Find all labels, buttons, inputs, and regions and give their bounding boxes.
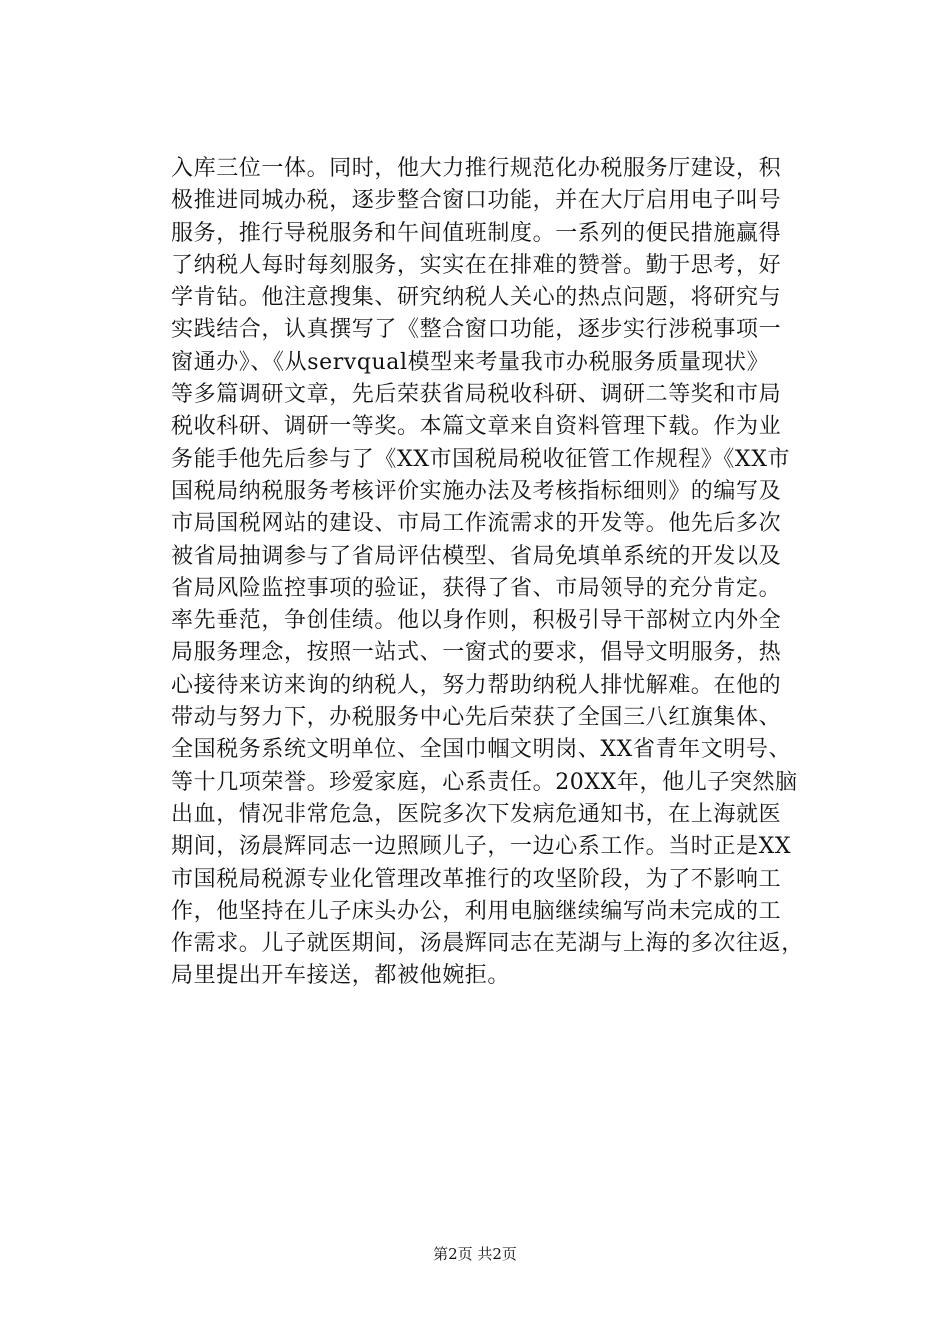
text-line: 市国税局税源专业化管理改革推行的攻坚阶段，为了不影响工: [171, 866, 782, 892]
text-line: 极推进同城办税，逐步整合窗口功能，并在大厅启用电子叫号: [171, 188, 782, 214]
text-line: 作，他坚持在儿子床头办公，利用电脑继续编写尚未完成的工: [171, 898, 782, 924]
text-line: 带动与努力下，办税服务中心先后荣获了全国三八红旗集体、: [171, 705, 782, 731]
text-line: 被省局抽调参与了省局评估模型、省局免填单系统的开发以及: [171, 543, 782, 569]
text-line: 等多篇调研文章，先后荣获省局税收科研、调研二等奖和市局: [171, 382, 782, 408]
text-line: 期间，汤晨辉同志一边照顾儿子，一边心系工作。当时正是XX: [171, 834, 792, 860]
text-line: 务能手他先后参与了《XX市国税局税收征管工作规程》《XX市: [171, 446, 791, 472]
text-line: 局服务理念，按照一站式、一窗式的要求，倡导文明服务，热: [171, 640, 782, 666]
text-line: 省局风险监控事项的验证，获得了省、市局领导的充分肯定。: [171, 575, 782, 601]
text-line: 全国税务系统文明单位、全国巾帼文明岗、XX省青年文明号、: [171, 737, 792, 763]
text-line: 服务，推行导税服务和午间值班制度。一系列的便民措施赢得: [171, 220, 782, 246]
text-line: 国税局纳税服务考核评价实施办法及考核指标细则》的编写及: [171, 478, 782, 504]
text-line: 局里提出开车接送，都被他婉拒。: [171, 963, 511, 989]
text-line: 窗通办》、《从servqual模型来考量我市办税服务质量现状》: [171, 349, 770, 375]
page-number-footer: 第2页 共2页: [433, 1245, 517, 1263]
text-line: 心接待来访来询的纳税人，努力帮助纳税人排忧解难。在他的: [171, 672, 782, 698]
text-line: 市局国税网站的建设、市局工作流需求的开发等。他先后多次: [171, 511, 782, 537]
text-line: 作需求。儿子就医期间，汤晨辉同志在芜湖与上海的多次往返，: [171, 931, 804, 957]
text-line: 了纳税人每时每刻服务，实实在在排难的赞誉。勤于思考，好: [171, 252, 782, 278]
document-body: [171, 153, 851, 993]
text-line: 学肯钻。他注意搜集、研究纳税人关心的热点问题，将研究与: [171, 285, 782, 311]
text-line: 等十几项荣誉。珍爱家庭，心系责任。20XX年，他儿子突然脑: [171, 769, 798, 795]
text-line: 率先垂范，争创佳绩。他以身作则，积极引导干部树立内外全: [171, 608, 782, 634]
text-line: 税收科研、调研一等奖。本篇文章来自资料管理下载。作为业: [171, 414, 782, 440]
text-line: 出血，情况非常危急，医院多次下发病危通知书，在上海就医: [171, 801, 782, 827]
text-line: 入库三位一体。同时，他大力推行规范化办税服务厅建设，积: [171, 156, 782, 181]
text-line: 实践结合，认真撰写了《整合窗口功能，逐步实行涉税事项一: [171, 317, 782, 343]
